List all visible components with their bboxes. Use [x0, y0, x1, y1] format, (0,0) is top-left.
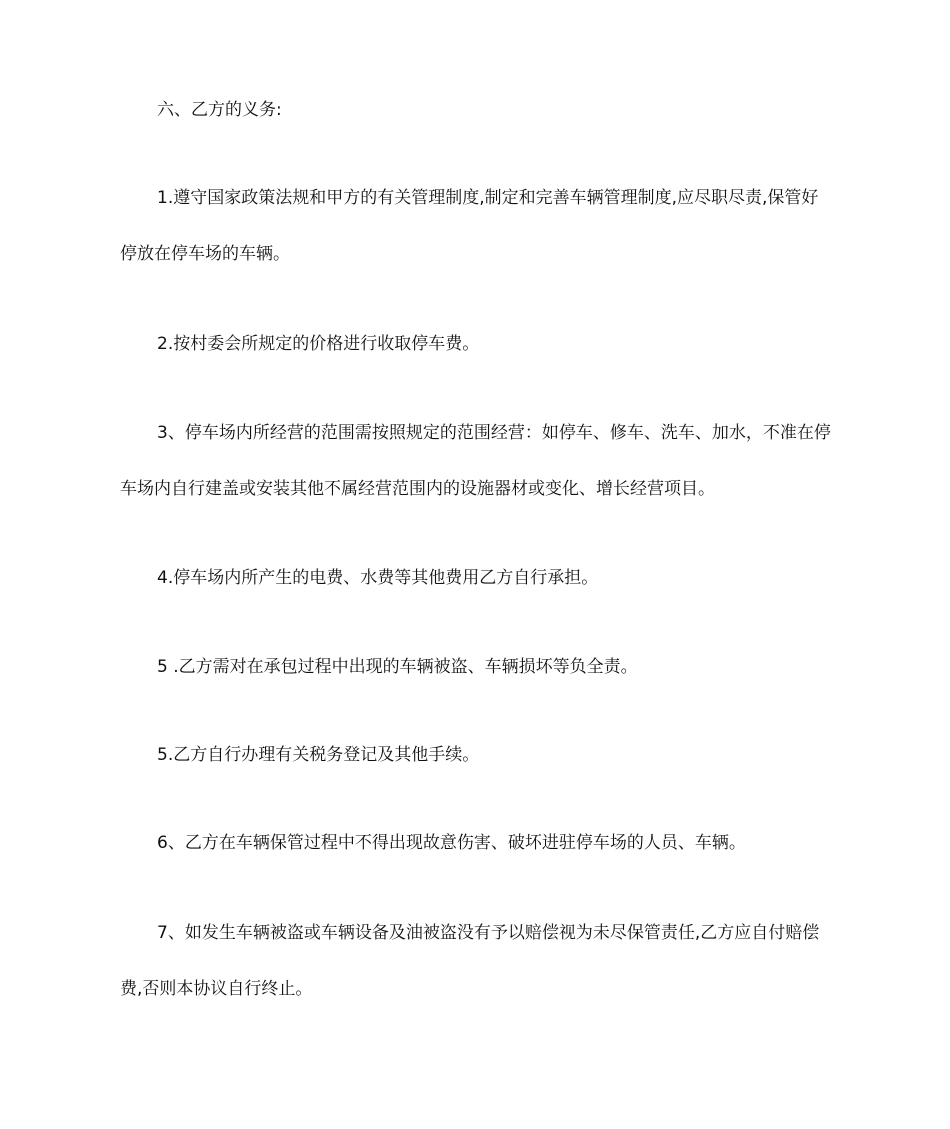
- paragraph-item-5a: 5 .乙方需对在承包过程中出现的车辆被盗、车辆损坏等负全责。: [157, 657, 638, 677]
- paragraph-item-1: 1.遵守国家政策法规和甲方的有关管理制度,制定和完善车辆管理制度,应尽职尽责,保管好停放在停车场的车辆。: [120, 188, 819, 264]
- paragraph-item-3: 3、停车场内所经营的范围需按照规定的范围经营：如停车、修车、洗车、加水，不准在停车场内自行建盖或安装其他不属经营范围内的设施器材或变化、增长经营项目。: [120, 423, 831, 499]
- paragraph-item-7: 7、如发生车辆被盗或车辆设备及油被盗没有予以赔偿视为未尽保管责任,乙方应自付赔偿费,否则本协议自行终止。: [120, 923, 820, 999]
- paragraph-item-2: 2.按村委会所规定的价格进行收取停车费。: [157, 334, 480, 354]
- section-heading: 六、乙方的义务:: [157, 100, 282, 120]
- paragraph-item-4: 4.停车场内所产生的电费、水费等其他费用乙方自行承担。: [157, 568, 599, 588]
- paragraph-item-5b: 5.乙方自行办理有关税务登记及其他手续。: [157, 745, 480, 765]
- paragraph-item-6: 6、乙方在车辆保管过程中不得出现故意伤害、破坏进驻停车场的人员、车辆。: [157, 833, 746, 853]
